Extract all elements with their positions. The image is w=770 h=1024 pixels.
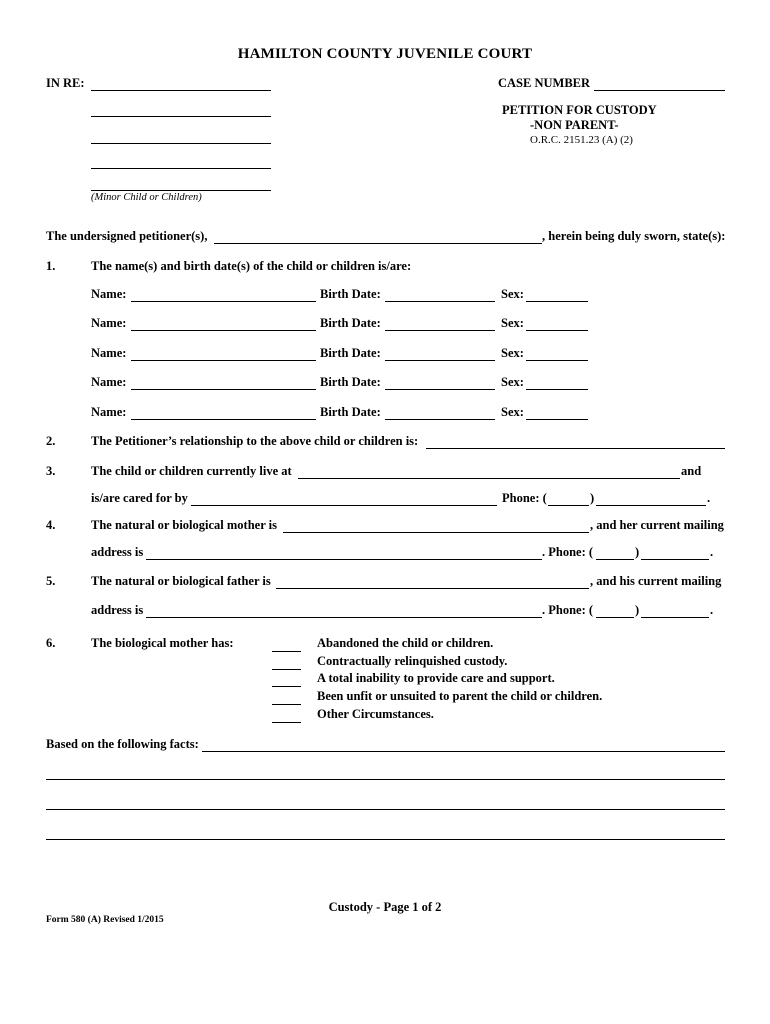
child-sex-field[interactable]: [526, 315, 588, 331]
item-4-number: 4.: [46, 518, 56, 532]
child-name-label: Name:: [91, 346, 127, 360]
child-sex-field[interactable]: [526, 404, 588, 420]
item-2-number: 2.: [46, 434, 56, 448]
intro-suffix: , herein being duly sworn, state(s):: [542, 229, 726, 243]
item-5-phone-close: ): [635, 603, 640, 617]
item-4-area-code-field[interactable]: [596, 544, 634, 560]
minor-child-caption: (Minor Child or Children): [91, 192, 202, 203]
child-name-field[interactable]: [131, 315, 316, 331]
item-6-number: 6.: [46, 636, 56, 650]
facts-field-1[interactable]: [202, 736, 725, 752]
child-birth-date-field[interactable]: [385, 404, 495, 420]
facts-label: Based on the following facts:: [46, 737, 199, 751]
mother-option-check-line[interactable]: [272, 671, 301, 687]
item-5-number: 5.: [46, 574, 56, 588]
child-name-label: Name:: [91, 405, 127, 419]
father-address-field[interactable]: [146, 602, 542, 618]
child-sex-label: Sex:: [501, 346, 524, 360]
child-name-label: Name:: [91, 287, 127, 301]
in-re-field-2[interactable]: [91, 101, 271, 117]
item-6-text: The biological mother has:: [91, 636, 234, 650]
item-5-area-code-field[interactable]: [596, 602, 634, 618]
mother-option-label: Other Circumstances.: [317, 707, 434, 721]
mother-option-label: Been unfit or unsuited to parent the child or children.: [317, 689, 603, 703]
facts-field-3[interactable]: [46, 794, 725, 810]
item-4-address-label: address is: [91, 545, 144, 559]
child-address-field[interactable]: [298, 463, 680, 479]
case-number-field[interactable]: [594, 75, 725, 91]
court-title: HAMILTON COUNTY JUVENILE COURT: [237, 46, 533, 62]
child-sex-label: Sex:: [501, 405, 524, 419]
item-1-number: 1.: [46, 259, 56, 273]
statute-reference: O.R.C. 2151.23 (A) (2): [530, 134, 633, 146]
item-3-area-code-field[interactable]: [548, 490, 589, 506]
facts-field-2[interactable]: [46, 764, 725, 780]
item-2-text: The Petitioner’s relationship to the above child or children is:: [91, 434, 419, 448]
child-name-field[interactable]: [131, 374, 316, 390]
mother-option-check-line[interactable]: [272, 654, 301, 670]
in-re-field-4[interactable]: [91, 153, 271, 169]
father-name-field[interactable]: [276, 573, 589, 589]
mother-option-label: Abandoned the child or children.: [317, 636, 494, 650]
child-birth-date-field[interactable]: [385, 315, 495, 331]
relationship-field[interactable]: [426, 433, 725, 449]
mother-option-check-line[interactable]: [272, 636, 301, 652]
in-re-field-3[interactable]: [91, 128, 271, 144]
child-birth-date-field[interactable]: [385, 374, 495, 390]
in-re-field-5[interactable]: [91, 175, 271, 191]
mother-option-check-line[interactable]: [272, 707, 301, 723]
item-3-phone-field[interactable]: [596, 490, 706, 506]
item-1-text: The name(s) and birth date(s) of the child or children is/are:: [91, 259, 412, 273]
mother-option-label: Contractually relinquished custody.: [317, 654, 508, 668]
child-sex-field[interactable]: [526, 374, 588, 390]
item-4-suffix: , and her current mailing: [590, 518, 724, 532]
item-4-phone-close: ): [635, 545, 640, 559]
child-birth-date-label: Birth Date:: [320, 375, 381, 389]
mother-option-check-line[interactable]: [272, 689, 301, 705]
item-3-phone-close: ): [590, 491, 595, 505]
item-5-phone-field[interactable]: [641, 602, 709, 618]
item-5-text: The natural or biological father is: [91, 574, 271, 588]
facts-field-4[interactable]: [46, 824, 725, 840]
item-5-suffix: , and his current mailing: [590, 574, 722, 588]
petition-title: PETITION FOR CUSTODY: [502, 103, 657, 117]
child-sex-label: Sex:: [501, 316, 524, 330]
item-4-text: The natural or biological mother is: [91, 518, 277, 532]
item-4-end-dot: .: [710, 545, 714, 559]
child-name-field[interactable]: [131, 404, 316, 420]
in-re-label: IN RE:: [46, 76, 85, 90]
petition-subtitle: -NON PARENT-: [530, 118, 619, 132]
child-sex-label: Sex:: [501, 287, 524, 301]
cared-for-label: is/are cared for by: [91, 491, 188, 505]
item-4-phone-label: . Phone: (: [542, 545, 594, 559]
child-sex-label: Sex:: [501, 375, 524, 389]
page-number: Custody - Page 1 of 2: [328, 900, 442, 914]
mother-address-field[interactable]: [146, 544, 542, 560]
petitioner-name-field[interactable]: [214, 228, 542, 244]
child-name-label: Name:: [91, 316, 127, 330]
item-3-text: The child or children currently live at: [91, 464, 292, 478]
child-birth-date-field[interactable]: [385, 345, 495, 361]
caregiver-field[interactable]: [191, 490, 497, 506]
child-sex-field[interactable]: [526, 345, 588, 361]
case-number-label: CASE NUMBER: [498, 76, 591, 90]
child-name-field[interactable]: [131, 345, 316, 361]
child-name-label: Name:: [91, 375, 127, 389]
child-sex-field[interactable]: [526, 286, 588, 302]
child-name-field[interactable]: [131, 286, 316, 302]
child-birth-date-label: Birth Date:: [320, 405, 381, 419]
mother-name-field[interactable]: [283, 517, 589, 533]
item-3-end-dot: .: [707, 491, 711, 505]
item-3-and: and: [681, 464, 702, 478]
form-id: Form 580 (A) Revised 1/2015: [46, 915, 164, 925]
child-birth-date-label: Birth Date:: [320, 287, 381, 301]
item-5-end-dot: .: [710, 603, 714, 617]
item-4-phone-field[interactable]: [641, 544, 709, 560]
child-birth-date-label: Birth Date:: [320, 316, 381, 330]
mother-option-label: A total inability to provide care and support.: [317, 671, 555, 685]
item-5-phone-label: . Phone: (: [542, 603, 594, 617]
in-re-field-1[interactable]: [91, 75, 271, 91]
child-birth-date-field[interactable]: [385, 286, 495, 302]
child-birth-date-label: Birth Date:: [320, 346, 381, 360]
intro-prefix: The undersigned petitioner(s),: [46, 229, 208, 243]
item-5-address-label: address is: [91, 603, 144, 617]
item-3-phone-label: Phone: (: [502, 491, 547, 505]
item-3-number: 3.: [46, 464, 56, 478]
